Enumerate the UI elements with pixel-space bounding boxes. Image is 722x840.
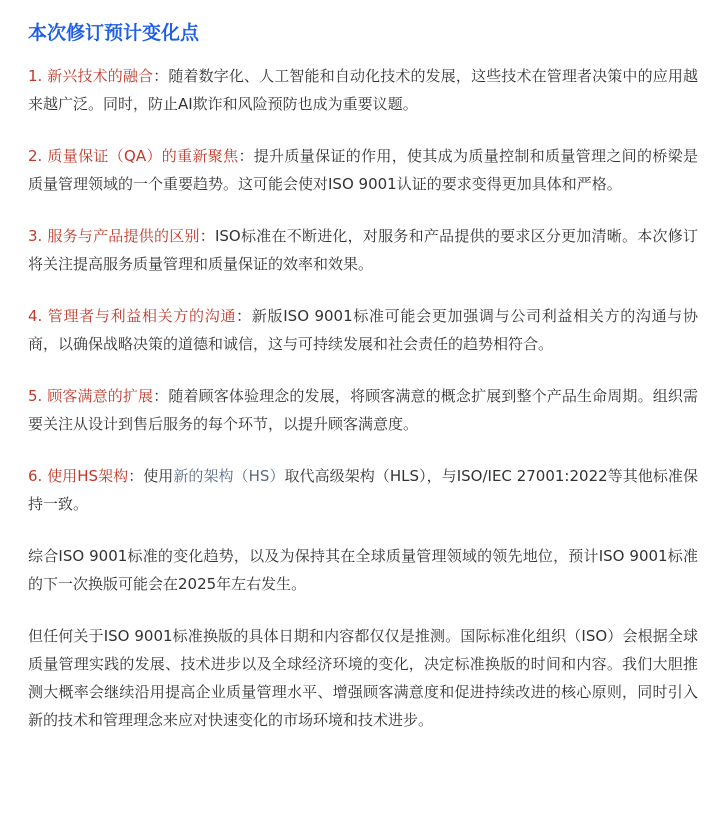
- change-item-label: 2. 质量保证（QA）的重新聚焦: [28, 147, 239, 165]
- change-item-6: [28, 462, 698, 518]
- summary-paragraph: 综合ISO 9001标准的变化趋势，以及为保持其在全球质量管理领域的领先地位，预计ISO 9001标准的下一次换版可能会在2025年左右发生。: [28, 547, 698, 593]
- change-item-label: 6. 使用HS架构: [28, 467, 129, 485]
- change-item-3: [28, 222, 698, 278]
- disclaimer-paragraph: 但任何关于ISO 9001标准换版的具体日期和内容都仅仅是推测。国际标准化组织（ISO）会根据全球质量管理实践的发展、技术进步以及全球经济环境的变化，决定标准换版的时间和内容。我们大胆推测大概率会继续沿用提高企业质量管理水平、增强顾客满意度和促进持续改进的核心原则，同时引入新的技术和管理理念来应对快速变化的市场环境和技术进步。: [28, 627, 698, 729]
- change-item-4: [28, 302, 698, 358]
- change-item-label: 5. 顾客满意的扩展: [28, 387, 154, 405]
- change-item-text: ：随着数字化、人工智能和自动化技术的发展，这些技术在管理者决策中的应用越来越广泛。同时，防止AI欺诈和风险预防也成为重要议题。: [28, 67, 698, 113]
- change-item-text: ：随着顾客体验理念的发展，将顾客满意的概念扩展到整个产品生命周期。组织需要关注从设计到售后服务的每个环节，以提升顾客满意度。: [28, 387, 698, 433]
- change-item-label: 3. 服务与产品提供的区别: [28, 227, 200, 245]
- change-item-text: 取代高级架构（HLS），与ISO/IEC 27001:2022等其他标准保持一致。: [28, 467, 698, 513]
- change-item-text: ：新版ISO 9001标准可能会更加强调与公司利益相关方的沟通与协商，以确保战略决策的道德和诚信，这与可持续发展和社会责任的趋势相符合。: [28, 307, 698, 353]
- change-item-text: ：ISO标准在不断进化，对服务和产品提供的要求区分更加清晰。本次修订将关注提高服务质量管理和质量保证的效率和效果。: [28, 227, 698, 273]
- change-item-label: 1. 新兴技术的融合: [28, 67, 154, 85]
- section-title: 本次修订预计变化点: [28, 22, 200, 44]
- change-item-text: ：使用: [128, 467, 174, 485]
- change-item-text: ：提升质量保证的作用，使其成为质量控制和质量管理之间的桥梁是质量管理领域的一个重要趋势。这可能会使对ISO 9001认证的要求变得更加具体和严格。: [28, 147, 698, 193]
- change-item-2: [28, 142, 698, 198]
- change-item-label: 4. 管理者与利益相关方的沟通: [28, 307, 237, 325]
- change-item-highlight: 新的架构（HS）: [173, 467, 285, 485]
- change-item-1: [28, 62, 698, 118]
- change-item-5: [28, 382, 698, 438]
